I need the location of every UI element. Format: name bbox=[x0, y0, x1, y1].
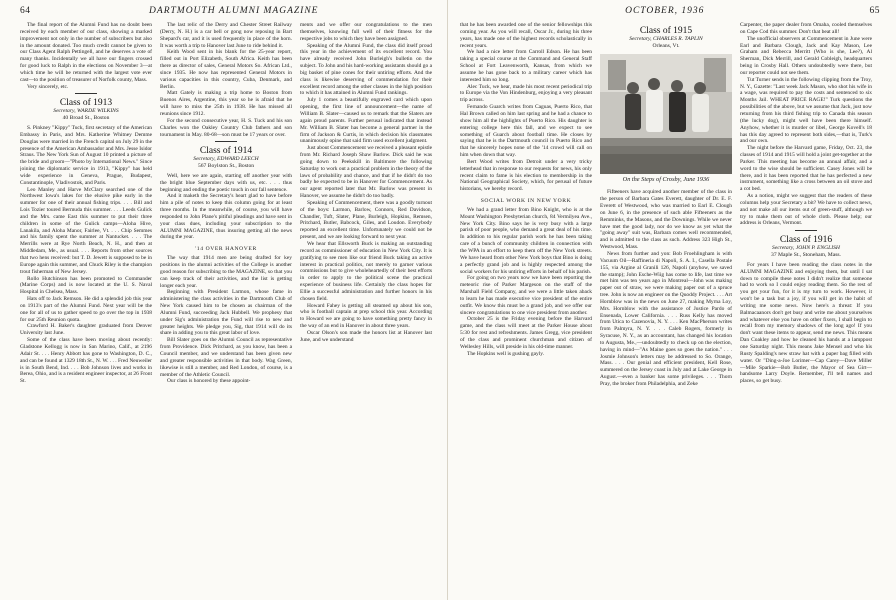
class-secretary: Secretary, WARDE WILKINS bbox=[53, 108, 119, 115]
paragraph: Crawford H. Baker's daughter graduated from Denver University last June. bbox=[20, 323, 152, 337]
right-columns bbox=[460, 22, 880, 600]
paragraph: Well, here we are again, starting off another year with the bright blue September days with us, etc. . . . thus beginning and ending the poetic touch in our fall sentence. bbox=[160, 172, 292, 193]
left-col-2 bbox=[160, 22, 292, 600]
paragraph: The last relic of the Derry and Chester Street Railway (Derry, N. H.) is a car bell or gong now reposing in Bart Shepard's car, and it is used frequently in place of the horn. It was worth a trip to Hanover last June to ride behind it. bbox=[160, 22, 292, 49]
paragraph: We had a grand letter from Bino Knight, who is at the Mount Washington Presbyterian church, 84 Vermilyea Ave., New York City. Bino says he is very busy with a large parish of poor people, who demand a great deal of his time. In addition to his regular parish work he has been taking care of a bunch of community children in connection with the WPA in an effort to keep them off the New York streets. We have heard from other New York boys that Bino is doing a perfectly grand job and is highly respected among the social workers for his untiring efforts in behalf of his parish. bbox=[460, 206, 592, 275]
right-page bbox=[448, 0, 896, 600]
paragraph: News from further and yon: Bob Froehlingham is with Vacuum Oil—Raffineria di Napoli, S. A. I., Casella Postale 155, via Argine al Granili 126, Napoli (anyhow, we saved the stamp); John Esche-Wiig has come to life, last time we met him was ten years ago in Montreal—John was making paper out of straw, we were making paper out of a spruce tree. John is now an engineer on the Quoddy Project. . . . Art Hornblow was in the news on June 27, making Myrna Loy, Mrs. Hornblow with the assistance of Justice Pardo of Ensenada, Lower California. . . . Russ Kelly has moved from Utica to Cazenovia, N. Y. . . . Ken MacPherson writes from Palmyra, N. Y. . . . Caleb Rogers, formerly in Syracuse, N. Y., as an accountant, has changed his location to Augusta, Me.,—undoubtedly to check up on the election, having in mind—"As Maine goes so goes the nation." . . . Josmie Johnson's letters may be addressed to So. Orange, Mass. . . . Our genial and efficient president, Kell Rose, summered on the Jersey coast in July and at Lake George in August.—even a banker has some privileges. . . . Thorn Pray, the broker from Philadelphia, and Zeke bbox=[600, 250, 732, 387]
paragraph: Some of the class have been moving about recently: Gladstone Kellogg is now in San Marino, Calif., at 2196 Adair St. . . . Henry Abbott has gone to Washington, D. C., and can be found at 1329 18th St., N. W. . . . Fred Neuweiler is in South Bend, Ind. . . . Bob Johnson lives and works in Berea, Ohio, and is a resident engineer inspector, at 26 Front St. bbox=[20, 337, 152, 385]
left-col-3 bbox=[300, 22, 432, 600]
paragraph: Leo Manley and Harve McClary searched one of the Northwest Iowa's lakes for the elusive pike early in the summer for one of their annual fishing trips. . . . Bill and Lois Tozier toured Bermuda this summer. . . . Leeds Gulick and the Mrs. came East this summer to put their three children in some of the Gulick camps—Aloha Hive, Lanakila, and Aloha Manor, Fairlee, Vt. . . . Chip Semmes and his family spent the summer at Nantucket. . . . The Merrills were at Rye North Beach, N. H., and then at Middledam, Me., as usual. . . . Reports from other sources that two hens received: but T. D. Jewett is supposed to be in Europe again this summer, and Chuck Riley is the champion trout fisherman of New Jersey. bbox=[20, 186, 152, 275]
section-heading: '14 OVER HANOVER bbox=[195, 246, 257, 253]
paragraph: October 25 is the Friday evening before the Harvard game, and the class will meet at the Parker House about 5:30 for rest and refreshments. James Gregg, vice president of the class and prominent churchman and citizen of Wellesley Hills, will preside in his old-time manner. bbox=[460, 316, 592, 350]
left-running-head bbox=[20, 6, 437, 20]
class-secretary: Secretary, EDWARD LEECH bbox=[193, 156, 259, 163]
paragraph: Alec Tuck, we hear, made his most recent periodical trip to Europe via the Von Hindenburg, enjoying a very pleasant trip across. bbox=[460, 83, 592, 104]
class-address: 37 Maple St., Stoneham, Mass. bbox=[771, 252, 841, 258]
paragraph: Rollo Hutchinson has been promoted to Commander (Marine Corps) and is now located at the U. S. Naval Hospital in Chelsea, Mass. bbox=[20, 275, 152, 296]
right-running-title: OCTOBER, 1936 bbox=[625, 6, 705, 16]
divider bbox=[215, 141, 237, 142]
paragraph: For going on two years now we have been reporting the meteoric rise of Parker Margeson on the staff of the Marshall Field Company, and we were a little taken aback to learn he has made executive vice president of the entire outfit. We know this must be a grand job, and we offer our sincere congratulations to one vice president from another. bbox=[460, 275, 592, 316]
left-col-1 bbox=[20, 22, 152, 600]
right-col-1 bbox=[460, 22, 592, 600]
class-heading-1914: Class of 1914 bbox=[199, 146, 253, 157]
section-heading: SOCIAL WORK IN NEW YORK bbox=[480, 198, 572, 205]
class-secretary: Secretary, CHARLES R. TAPLIN bbox=[629, 35, 703, 42]
paragraph: Hats off to Jack Remson. He did a splendid job this year on 1913's part of the Alumni Fund. Next year will be the one for all of us to gather speed to go over the top in 1938 for our 25th Reunion quota. bbox=[20, 296, 152, 323]
class-heading-1913: Class of 1913 bbox=[59, 98, 113, 109]
paragraph: Fifteeners have acquired another member of the class in the person of Barbara Gates Everett, daughter of Dr. E. F. Everett of Westwood, who was married to Earl E. Clough on June 6, in the presence of such able Fifteeners as the Remminks, the Masons, and the Downings. While we never have met the good lady, nor do we know as yet what the "going away" suit was, Barbara comes well recommended, and is admitted to the class as such. Address 323 High St., Westwood, Mass. bbox=[600, 189, 732, 251]
paragraph: S. Pinkney "Kippy" Tuck, first secretary of the American Embassy in Paris, and Mrs. Katherine Whitney Demme Douglas were married in the French capital on July 29 in the presence of the American Ambassador and Mrs. Jesse Isidor Straus. The New York Sun of August 10 printed a picture of the bride and groom—"Photo by International News." Since joining the diplomatic service in 1913, "Kippy" has held wide experience in Geneva, Prague, Budapest, Constantinople, Vladivostok, and Paris. bbox=[20, 124, 152, 186]
paragraph: Our class is honored by these appoint- bbox=[167, 378, 251, 385]
paragraph: The Hopkins well is gushing gayly. bbox=[467, 350, 544, 357]
class-address: 567 Boylston St., Boston bbox=[197, 163, 255, 170]
right-page-number: 65 bbox=[869, 6, 880, 16]
class-photo bbox=[600, 54, 732, 174]
paragraph: As a notion, might we suggest that the readers of these columns help your Secretary a bit? We have to collect news, and not make all our items out of green-stuff, although we try to make them out of whole cloth. Please help; our address is Orleans, Vermont. bbox=[740, 193, 872, 227]
paragraph: The final report of the Alumni Fund has no doubt been received by each member of our class, showing a marked improvement not only in the number of subscribers but also in the amount donated. Too much credit cannot be given to our Class Agent Ralph Pettingell, and he deserves a vote of many thanks. Incidentally we all have our fingers crossed for good luck to Ralph in the elections on November 3—at which time he will be returned with the largest vote ever cast—to the position of treasurer of Norfolk county, Mass. bbox=[20, 22, 152, 83]
paragraph: Keith Wood sent in his blank for the 25-year report, filled out in Port Elizabeth, South Africa. Keith has been there as director of sales, General Motors So. African Ltd., since 1935. He now has represented General Motors in various capacities in this country, Cuba, Denmark, and Berlin. bbox=[160, 49, 292, 90]
divider bbox=[75, 93, 97, 94]
paragraph: Speaking of Commencement, there was a goodly turnout of the boys: Larmon, Barlow, Connors, Red Davidson, Chandler, Tuft, Slater, Plane, Burleigh, Hopkins, Remsen, Pritchard, Butler, Babcock, Giles, and Loudon. Everybody reported an excellent time. Unfortunately we could not be present, and we are looking forward to next year. bbox=[300, 199, 432, 241]
right-col-2 bbox=[600, 22, 732, 600]
paragraph: Beginning with President Larmon, whose fame in administering the class activities in the Dartmouth Club of New York caused him to be chosen as chairman of the Alumni Fund, succeeding Jack Hubbell. We prophesy that under Sig's administration the Fund will rise to new and greater heights. We pledge you, Sig, that 1914 will do its share in adding you to this great labor of love. bbox=[160, 289, 292, 337]
class-secretary: Secretary, JOHN P. ENGLISH bbox=[772, 245, 840, 252]
class-address: 40 Broad St., Boston bbox=[62, 115, 110, 122]
paragraph: For years I have been reading the class notes in the ALUMNI MAGAZINE and enjoying them, but until I sat down to compile these notes I didn't realize that someone had to work so I could enjoy reading them. So the rest of you get your fun, for it is my turn to work. However, it won't be a task but a joy, if you will get in the habit of writing me some news. Now here's a threat: If you Balmacaanors don't get busy and write me about yourselves and whatever else you have on other fixers, I shall begin to recall from my memory shadows of the long ago! If you don't want these items to appear, send me news. This means Dan Coakley and how he cleaned his hands at a lamppost one Saturday night. This means Jake Mensel and who his Rusty Spalding's new straw hat with a paper bag filled with water. Or "Ding-a-Joe Lorimer—Cap Carey—Dave Miller—Mile Sparkie—Bob Butler, the Mayor of Sea Girt—handsome Larry Doyle. Remember, I'll tell names and places, so get busy. bbox=[740, 261, 872, 385]
paragraph: Matt Gately is making a trip home to Boston from Buenos Aires, Argentine, this year so he is afraid that he will have to miss the 25th in 1938. He has missed all reunions since 1912. bbox=[160, 90, 292, 117]
right-col-3 bbox=[740, 22, 872, 600]
paragraph: Oscar Olson's son made the honors list at Hanover last June, and we understand bbox=[300, 329, 432, 343]
paragraph: that he has been awarded one of the senior fellowships this coming year. As you will recall, Oscar Jr., during his three years, has made one of the highest records scholastically in recent years. bbox=[460, 22, 592, 49]
paragraph: The way that 1914 men are being drafted for key positions in the alumni activities of the College is another good reason for subscribing to the MAGAZINE, so that you can keep track of their activities, and the list is getting longer each year. bbox=[160, 255, 292, 289]
paragraph: Tut Turner sends in the following clipping from the Troy, N. Y., Gazette: "Last week Jack Mason, who shot his wife in a wage, was required to pay the costs and sentenced to six Months Jail. WHEAT PRICE RAGE!" Turk questions the possibilities of the above, but we assume that Jack, just now returning from his third fishing trip to Canada this season (the lucky dog), might well have been there himself. Anyhow, whether it is murder or libel, George Kovell's 18 has this day agreed to represent both sides,—that is, Turk's and our own. bbox=[740, 76, 872, 145]
left-columns bbox=[20, 22, 437, 600]
paragraph: Bill Slater goes on the Alumni Council as representative from Providence. Dick Pritchard, as you know, has been a Council member, and we understand has been given new and greater responsible activities in that body. Wag Green, likewise is still a member, and Red London, of course, is a member of the Athletic Council. bbox=[160, 337, 292, 378]
photo-illustration bbox=[600, 54, 732, 174]
paragraph: ments and we offer our congratulations to the men themselves, knowing full well of their fitness for the respective jobs to which they have been assigned. bbox=[300, 22, 432, 42]
paragraph: We hear that Ellsworth Buck is making an outstanding record as commissioner of education in New York City. It is gratifying to see men like our friend Buck taking an active interest in practical politics, not merely to garner various commissions but to give wholeheartedly of their best efforts in order to apply to the political scene the practical experience of business life. Certainly the class hopes for Ellie a successful administration and further honors in his chosen field. bbox=[300, 241, 432, 302]
paragraph: We had a nice letter from Carroll Edson. He has been taking a special course at the Command and General Staff School at Fort Leavenworth, Kansas, from which we assume he has gone back to a military career which has interested him so long. bbox=[460, 49, 592, 83]
paragraph: Very sincerely, etc. bbox=[27, 83, 69, 90]
class-heading-1916: Class of 1916 bbox=[779, 235, 833, 246]
paragraph: Bert Wood writes from Detroit under a very tricky letterhead that in response to our requests for news, his only recent claim to fame is his election to membership in the National Geographical Society, which, for perusal of future historians, we hereby record. bbox=[460, 158, 592, 193]
divider bbox=[795, 230, 817, 231]
photo-caption: On the Steps of Crosby, June 1936 bbox=[622, 175, 710, 183]
paragraph: July 1 comes a beautifully engraved card which upon opening, the first line of announcement—the name of William B. Slater—caused us to remark that the Slaters are again proud parents. Further perusal indicated that instead Mr. William B. Slater has become a general partner in the firm of Jackson & Curtis, in which decision his classmates unanimously opine that said firm used excellent judgment. bbox=[300, 97, 432, 145]
paragraph: Howard Fahey is getting all steamed up about his son, who is football captain at prep school this year. According to Howard we are going to have something pretty fancy in the way of an end in Hanover in about three years. bbox=[300, 302, 432, 330]
left-running-title: DARTMOUTH ALUMNI MAGAZINE bbox=[149, 6, 319, 16]
paragraph: Speaking of the Alumni Fund, the class did itself proud this year in the achievement of its excellent record. You have already received John Burleigh's bulletin on the subject. To John and his hard-working assistants should go a big basket of pine cones for their untiring efforts. And the class is likewise deserving of commendation for their excellent record among the other classes in the high position to which it has attained in Alumni Fund rankings. bbox=[300, 42, 432, 97]
paragraph: The unofficial observers at Commencement in June were Earl and Barbara Clough, Jack and Kay Mason, Lee Graham and Rebecca Merritt (Who is she, Lee?), Al Sherman, Dick Merrill, and Gerald Cobleigh, headquarters being in Crosby Hall. Others undoubtedly were there, but our reporter could not see them. bbox=[740, 35, 872, 76]
paragraph: The night before the Harvard game, Friday, Oct. 23, the classes of 1914 and 1915 will hold a joint get-together at the Parker. This meeting has become an annual affair, and a word to the wise should be sufficient. Casey Jones will be there, and it has been reported that he has perfected a new instrument, something like a cross between an oil stove and a cot bed. bbox=[740, 145, 872, 193]
class-address: Orleans, Vt. bbox=[652, 42, 680, 49]
right-running-head bbox=[460, 6, 880, 20]
paragraph: And it maketh the Secretary's heart glad to have before him a pile of notes to keep this column going for at least three months. In the meanwhile, of course, you will have responded to John Plane's pitiful pleadings and have sent in your class dues, including your subscription to the ALUMNI MAGAZINE, thus insuring getting all the news during the year. bbox=[160, 193, 292, 241]
class-heading-1915: Class of 1915 bbox=[639, 26, 693, 36]
left-page-number: 64 bbox=[20, 6, 31, 16]
paragraph: Just about Commencement we received a pleasant epistle from Mr. Richard Joseph Shaw Barlow. Dick said he was going down to Peekskill in Baltimore the following Saturday to work out a practical problem in the theory of the laws of probability and chance, and that if he didn't do too badly he expected to be in Hanover for Commencement. As our agent reported later that Mr. Barlow was present in Hanover, we assume he didn't do too badly. bbox=[300, 145, 432, 200]
paragraph: Carpenter, the paper dealer from Omaha, cooled themselves on Cape Cod this summer. Don't that beat all! bbox=[740, 22, 872, 35]
paragraph: For the second consecutive year, H. S. Tuck and his son Charles won the Oakley Country Club fathers and son tournament in May. 80-68—son must be 17 years or over. bbox=[160, 117, 292, 138]
paragraph: Fernando Guarch writes from Caguas, Puerto Rico, that Hal Brown called on him last spring and he had a chance to show him all the highlights of Puerto Rico. His daughter is entering college here this fall, and we expect to see something of Guarch about football time. He closes by saying that he is the Dartmouth council in Puerto Rico and that he sincerely hopes none of the '14 crowd will call on him when down that way. bbox=[460, 104, 592, 159]
